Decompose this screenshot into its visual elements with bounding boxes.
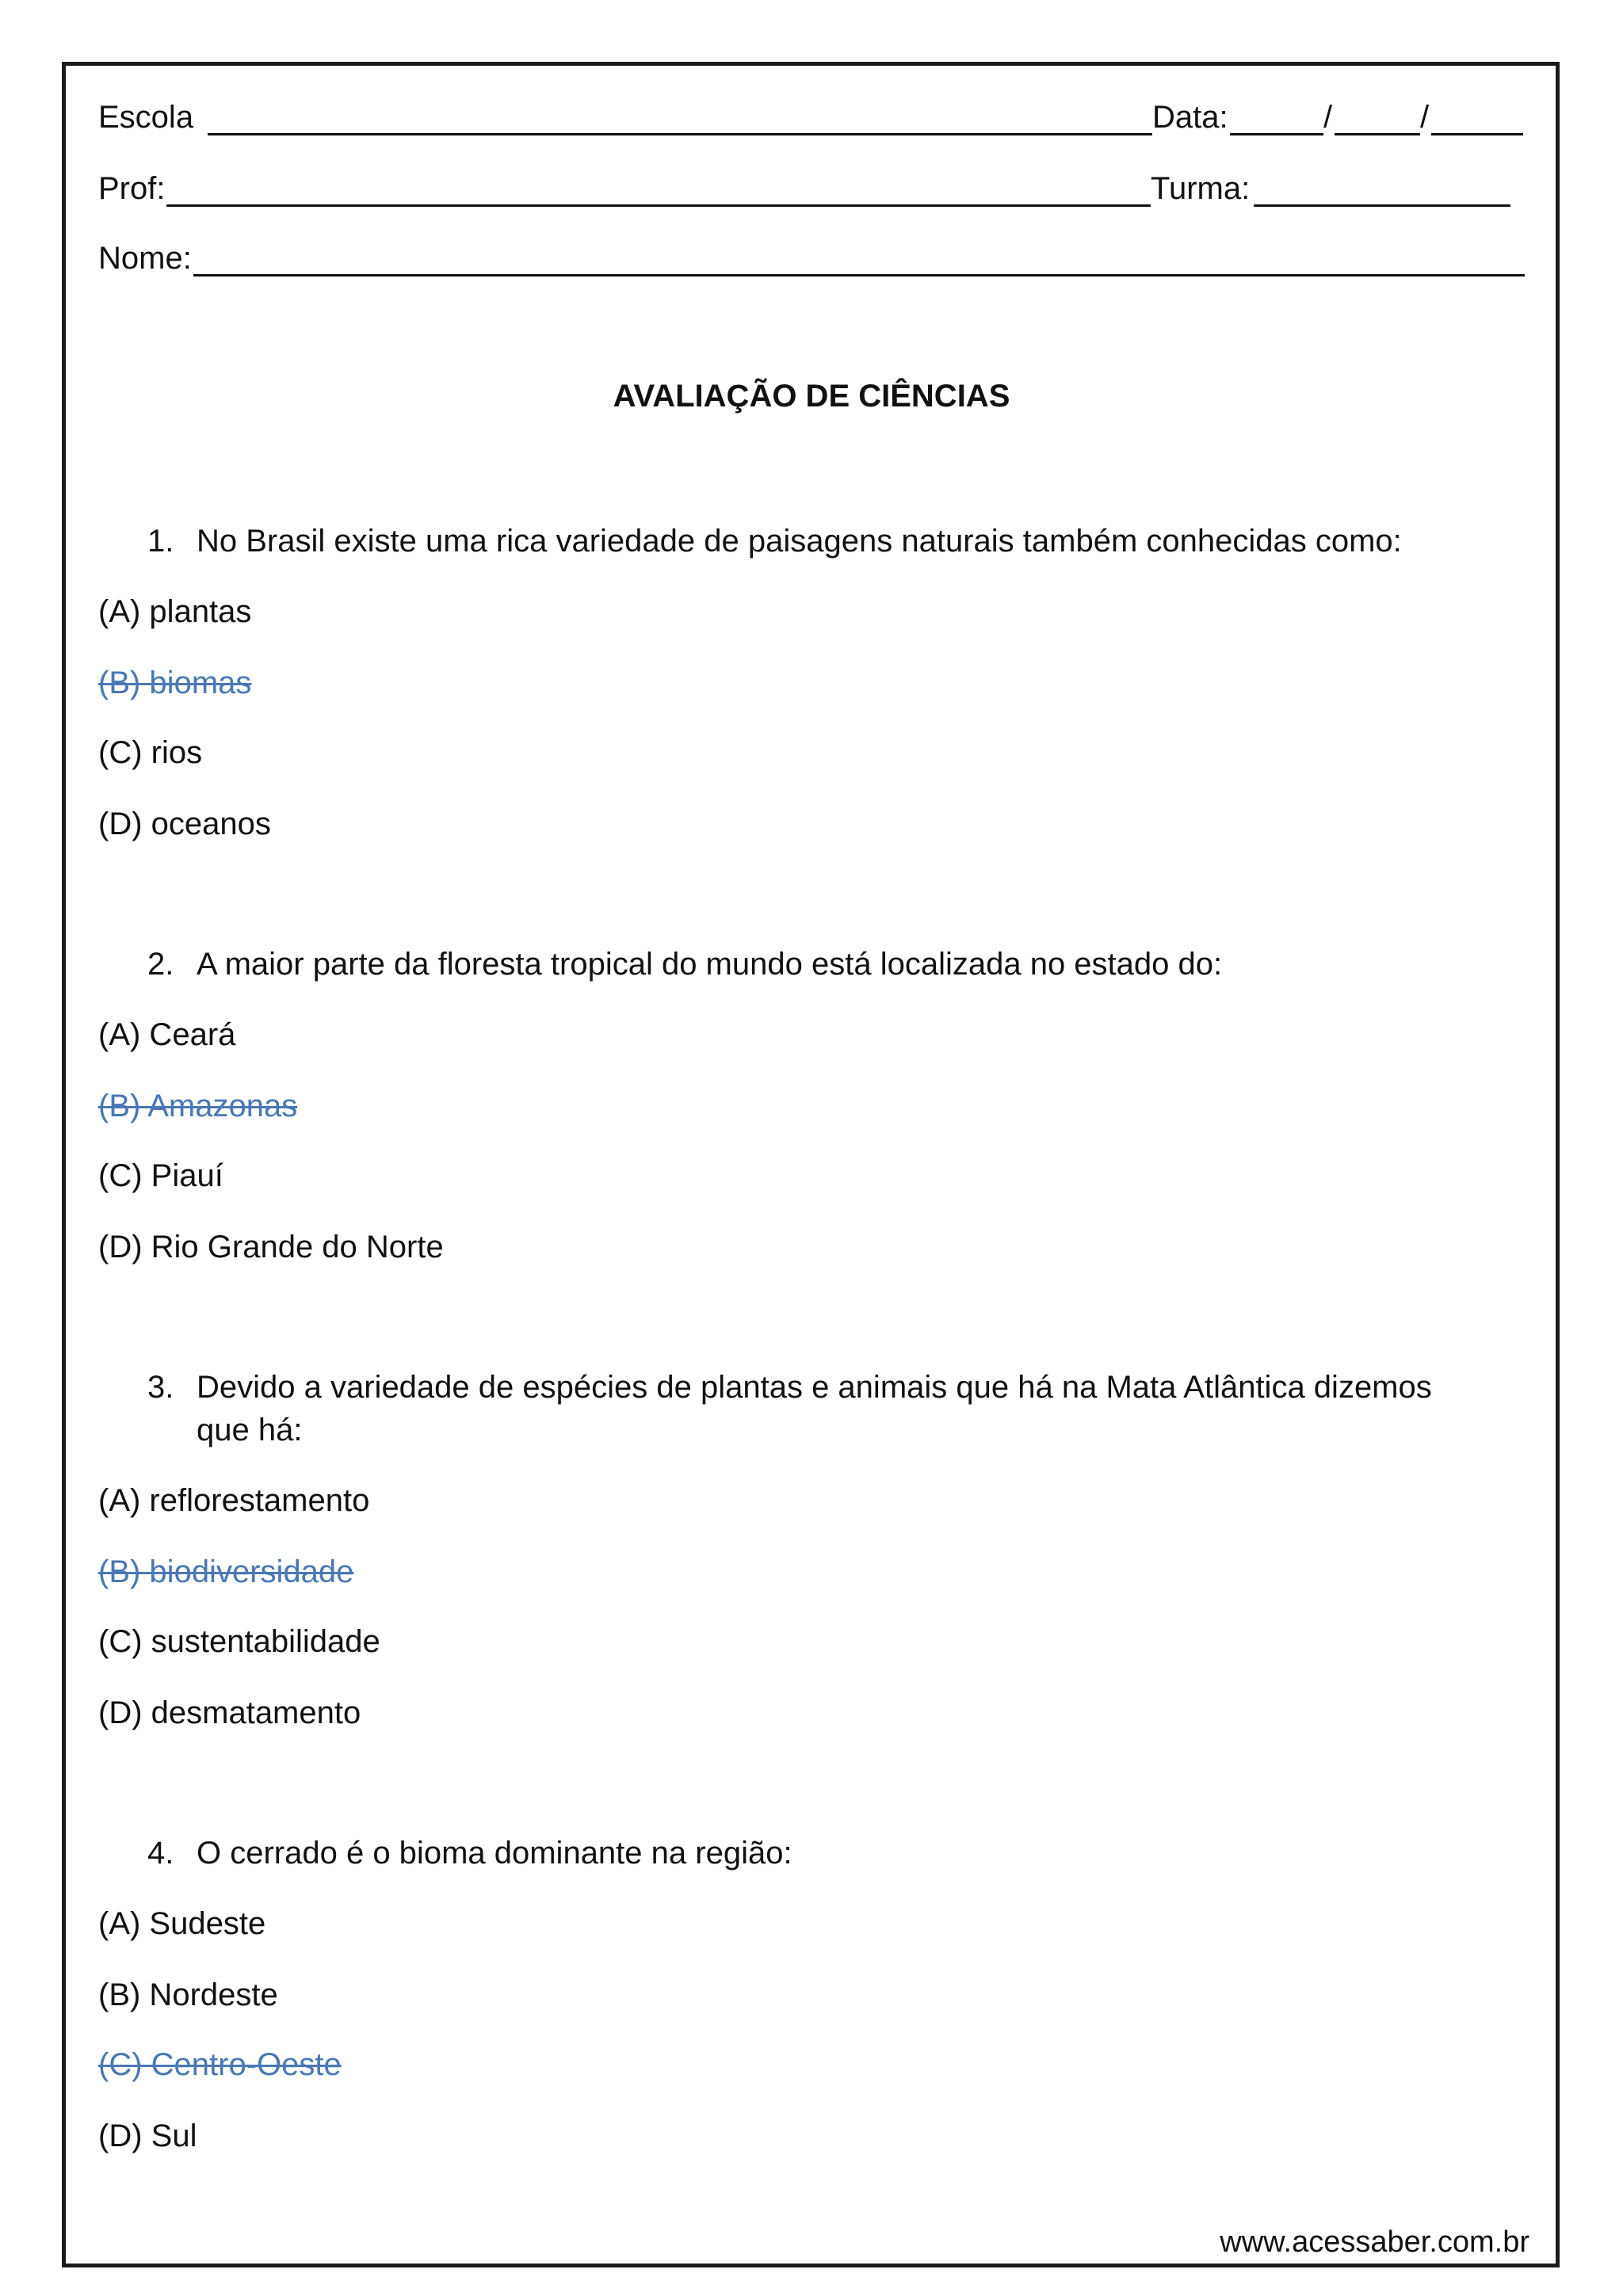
answer-option[interactable]: (C) Piauí	[98, 1158, 223, 1193]
answer-option[interactable]: (D) Rio Grande do Norte	[98, 1230, 444, 1264]
answer-option[interactable]: (A) plantas	[98, 594, 252, 629]
escola-field[interactable]	[208, 133, 1152, 135]
date-day-field[interactable]	[1230, 133, 1323, 135]
question-number: 2.	[147, 947, 174, 982]
answer-option[interactable]: (C) sustentabilidade	[98, 1624, 380, 1659]
footer-website: www.acessaber.com.br	[1220, 2225, 1529, 2259]
nome-field[interactable]	[193, 274, 1525, 277]
turma-field[interactable]	[1254, 204, 1510, 207]
date-separator: /	[1323, 100, 1333, 135]
turma-label: Turma:	[1151, 171, 1251, 206]
question-text: No Brasil existe uma rica variedade de paisagens naturais também conhecidas como:	[197, 524, 1402, 559]
answer-option[interactable]: (A) reflorestamento	[98, 1483, 370, 1518]
question-text: A maior parte da floresta tropical do mundo está localizada no estado do:	[197, 947, 1223, 982]
date-year-field[interactable]	[1431, 133, 1523, 135]
question-number: 3.	[147, 1370, 174, 1405]
question-text: O cerrado é o bioma dominante na região:	[197, 1836, 792, 1871]
prof-label: Prof:	[98, 171, 166, 206]
answer-option[interactable]: (A) Sudeste	[98, 1906, 266, 1941]
answer-option-marked[interactable]: (B) biodiversidade	[98, 1554, 354, 1589]
data-label: Data:	[1152, 100, 1228, 135]
nome-label: Nome:	[98, 241, 192, 276]
page-title: AVALIAÇÃO DE CIÊNCIAS	[613, 379, 1010, 414]
escola-label: Escola	[98, 100, 194, 135]
answer-option-marked[interactable]: (B) Amazonas	[98, 1089, 298, 1123]
prof-field[interactable]	[166, 204, 1151, 207]
question-text: Devido a variedade de espécies de plantas e animais que há na Mata Atlântica dizemos que há:	[197, 1370, 1432, 1447]
answer-option-marked[interactable]: (B) biomas	[98, 666, 252, 700]
date-separator: /	[1420, 100, 1430, 135]
question-number: 4.	[147, 1836, 174, 1871]
answer-option-marked[interactable]: (C) Centro-Oeste	[98, 2047, 342, 2082]
answer-option[interactable]: (A) Ceará	[98, 1017, 236, 1052]
answer-option[interactable]: (D) desmatamento	[98, 1695, 361, 1730]
answer-option[interactable]: (C) rios	[98, 735, 203, 770]
answer-option[interactable]: (D) oceanos	[98, 807, 271, 841]
answer-option[interactable]: (D) Sul	[98, 2119, 197, 2153]
date-month-field[interactable]	[1335, 133, 1420, 135]
question-number: 1.	[147, 524, 174, 559]
answer-option[interactable]: (B) Nordeste	[98, 1978, 278, 2012]
